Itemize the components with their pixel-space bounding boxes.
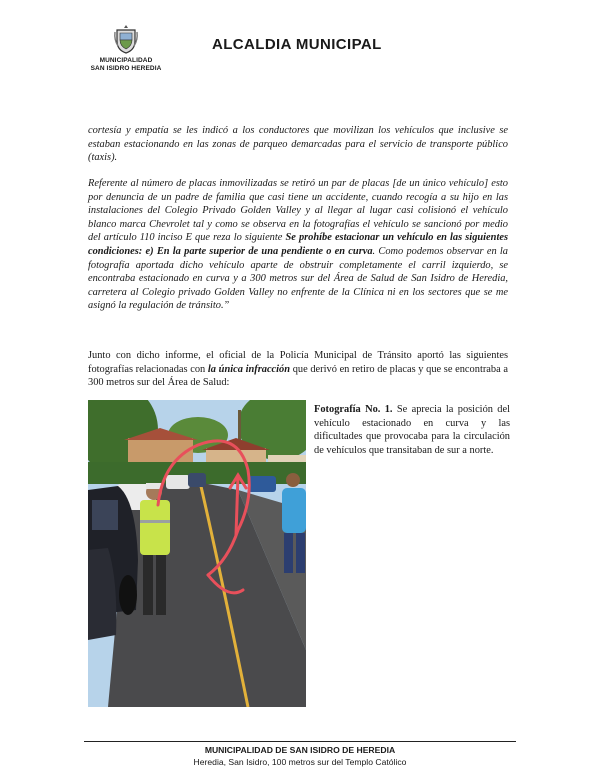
quote-2-text-b: . Como podemos observar en la fotografía aportada dicho vehículo aparte de obstruir completamente el carril izquierdo, se encontraba estacionado en curva y a 300 metros sur del Área de Salud de San Isidro de Heredia, carretera al Colegio privado Golden Valley no enfrente de la Clínica ni en los sectores que se me asignó la regulación de tránsito.”	[88, 245, 508, 312]
coat-of-arms-icon	[113, 24, 139, 54]
footer-address: Heredia, San Isidro, 100 metros sur del Templo Católico	[193, 757, 407, 767]
logo-line-2: SAN ISIDRO HEREDIA	[90, 65, 162, 72]
logo-caption	[86, 57, 166, 73]
quote-2-bold-rule: Se prohíbe estacionar un vehículo en las siguientes condiciones: e) En la parte superior de una pendiente o en curva	[88, 232, 508, 257]
street-photograph	[88, 400, 306, 707]
body-emphasis: la única infracción	[207, 363, 291, 375]
page-title: ALCALDIA MUNICIPAL	[212, 36, 382, 53]
footer-institution: MUNICIPALIDAD DE SAN ISIDRO DE HEREDIA	[204, 745, 396, 755]
municipality-logo	[86, 24, 166, 73]
photo-caption	[314, 403, 510, 457]
caption-label: Fotografía No. 1.	[314, 404, 393, 415]
quote-2-text-a: Referente al número de placas inmovilizadas se retiró un par de placas [de un único vehículo] esto por denuncia de un padre de familia que casi tiene un accidente, cuando recogía a su hijo en las instalaciones del Colegio Privado Golden Valley y al llegar al lugar casi colisionó el vehículo blanco marca Chevrolet tal y como se observa en la fotografías el vehículo se sancionó por medio del artículo 110 inciso E que reza lo siguiente	[88, 178, 508, 244]
quote-paragraph-1	[88, 124, 508, 165]
body-paragraph	[88, 349, 508, 390]
caption-text: Se aprecia la posición del vehículo estacionado en curva y las dificultades que provocaba para la circulación de vehículos que transitaban de sur a norte.	[314, 404, 510, 456]
body-text-b: que derivó en retiro de placas y que se encontraba a 300 metros sur del Área de Salud:	[88, 363, 508, 389]
logo-line-1: MUNICIPALIDAD	[99, 57, 153, 64]
body-text-a: Junto con dicho informe, el oficial de la Policía Municipal de Tránsito aportó las siguientes fotografías relacionadas con	[88, 350, 508, 375]
footer-divider	[84, 741, 516, 742]
quote-paragraph-2	[88, 177, 508, 313]
quote-1-text: cortesía y empatía se les indicó a los conductores que movilizan los vehículos que inclusive se estaban estacionando en las zonas de parqueo demarcadas para el servicio de transporte público (taxis).	[88, 125, 508, 164]
